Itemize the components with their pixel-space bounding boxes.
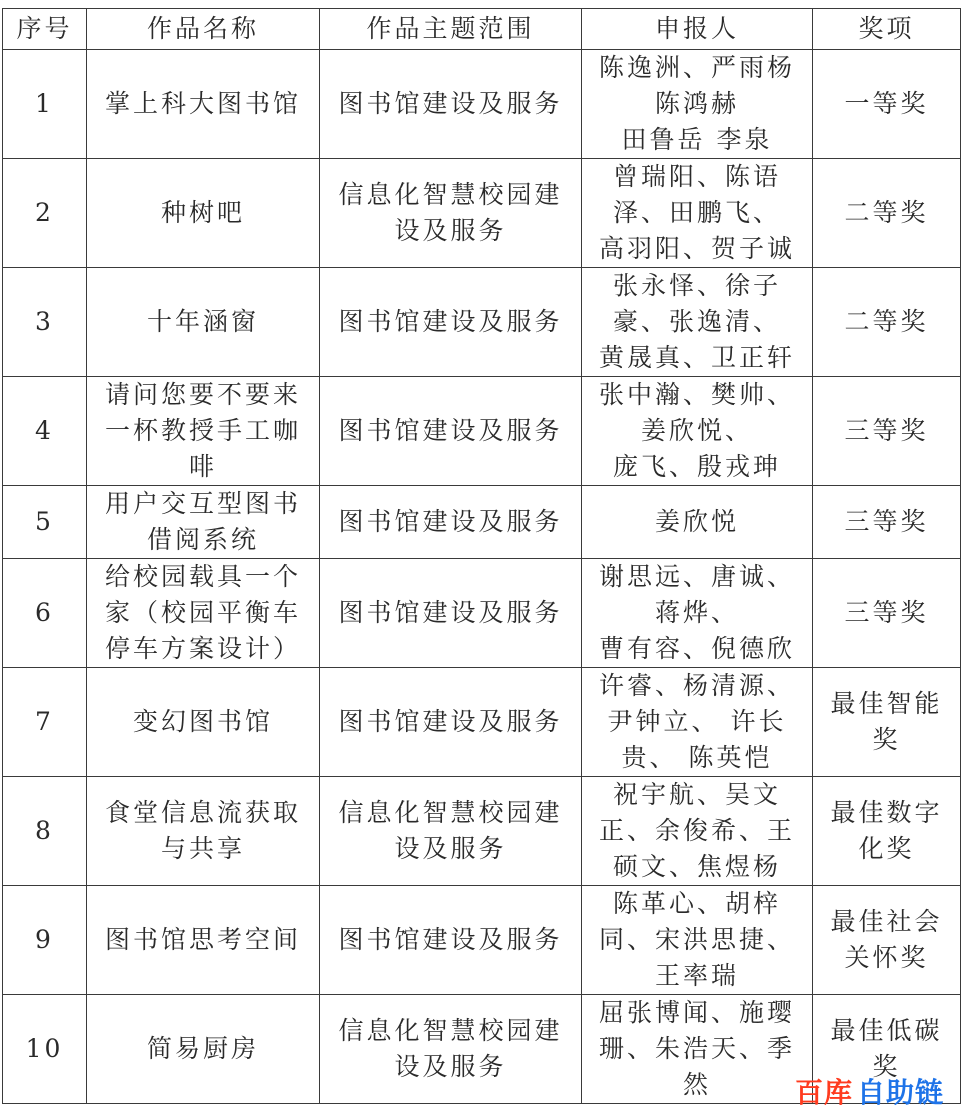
cell-name: [87, 559, 320, 668]
cell-award-line: 三等奖: [844, 507, 929, 536]
table-body: [3, 50, 961, 1104]
cell-name-line: 掌上科大图书馆: [104, 89, 301, 118]
cell-award: [813, 377, 961, 486]
cell-applicant-line: 曾瑞阳、陈语: [612, 162, 781, 191]
cell-theme: [320, 777, 582, 886]
cell-name: [87, 268, 320, 377]
cell-no: 7: [3, 668, 87, 777]
cell-applicant-line: 王率瑞: [654, 961, 739, 990]
cell-theme-line: 图书馆建设及服务: [338, 598, 563, 627]
cell-applicant-line: 祝宇航、吴文: [612, 780, 781, 809]
header-applicant: 申报人: [582, 9, 813, 50]
cell-name-line: 变幻图书馆: [132, 707, 273, 736]
cell-award-line: 一等奖: [844, 89, 929, 118]
header-no: 序号: [3, 9, 87, 50]
cell-name-line: 啡: [188, 452, 217, 481]
table-row: [3, 159, 961, 268]
cell-applicant-line: 豪、张逸清、: [612, 307, 781, 336]
cell-no: 3: [3, 268, 87, 377]
cell-theme-line: 信息化智慧校园建: [338, 798, 563, 827]
cell-name-line: 图书馆思考空间: [104, 925, 301, 954]
cell-applicant-line: 正、余俊希、王: [598, 816, 795, 845]
awards-table: [2, 8, 961, 1104]
cell-theme: [320, 377, 582, 486]
cell-applicant-line: 同、宋洪思捷、: [598, 925, 795, 954]
cell-name-line: 借阅系统: [146, 525, 259, 554]
cell-applicant: [582, 377, 813, 486]
cell-award-line: 关怀奖: [844, 943, 929, 972]
cell-name: [87, 159, 320, 268]
cell-applicant: [582, 486, 813, 559]
cell-award-line: 三等奖: [844, 416, 929, 445]
cell-award: [813, 268, 961, 377]
cell-applicant-line: 庞飞、殷戎珅: [612, 452, 781, 481]
cell-applicant-line: 珊、朱浩天、季: [598, 1034, 795, 1063]
cell-name-line: 家（校园平衡车: [104, 598, 301, 627]
cell-no: 9: [3, 886, 87, 995]
cell-applicant-line: 田鲁岳 李泉: [621, 125, 773, 154]
cell-applicant-line: 陈革心、胡梓: [612, 889, 781, 918]
cell-theme: [320, 50, 582, 159]
cell-award-line: 二等奖: [844, 198, 929, 227]
cell-no: 4: [3, 377, 87, 486]
cell-award-line: 最佳低碳: [830, 1016, 943, 1045]
cell-name-line: 种树吧: [160, 198, 245, 227]
cell-theme: [320, 995, 582, 1104]
cell-theme: [320, 159, 582, 268]
cell-applicant: [582, 886, 813, 995]
cell-theme: [320, 486, 582, 559]
cell-applicant-line: 泽、田鹏飞、: [612, 198, 781, 227]
cell-theme: [320, 268, 582, 377]
cell-name: [87, 995, 320, 1104]
cell-award-line: 奖: [872, 725, 901, 754]
cell-applicant-line: 陈逸洲、严雨杨: [598, 53, 795, 82]
cell-award-line: 化奖: [858, 834, 915, 863]
cell-award: [813, 886, 961, 995]
cell-no: 5: [3, 486, 87, 559]
cell-no: 2: [3, 159, 87, 268]
cell-theme: [320, 668, 582, 777]
cell-applicant-line: 黄晟真、卫正轩: [598, 343, 795, 372]
cell-name-line: 十年涵窗: [146, 307, 259, 336]
cell-name: [87, 50, 320, 159]
cell-name-line: 食堂信息流获取: [104, 798, 301, 827]
cell-applicant: [582, 668, 813, 777]
cell-theme-line: 设及服务: [394, 834, 507, 863]
table-row: [3, 777, 961, 886]
cell-applicant-line: 谢思远、唐诚、: [598, 562, 795, 591]
table-row: [3, 486, 961, 559]
cell-no: 1: [3, 50, 87, 159]
cell-award: [813, 159, 961, 268]
cell-applicant-line: 曹有容、倪德欣: [598, 634, 795, 663]
cell-no: 10: [3, 995, 87, 1104]
cell-applicant-line: 张永怿、徐子: [612, 271, 781, 300]
watermark-text-red: 百库: [794, 1076, 853, 1109]
cell-name: [87, 886, 320, 995]
cell-name-line: 简易厨房: [146, 1034, 259, 1063]
cell-award: [813, 559, 961, 668]
cell-applicant-line: 屈张博闻、施璎: [598, 998, 795, 1027]
cell-applicant-line: 贵、 陈英恺: [621, 743, 773, 772]
table-row: [3, 268, 961, 377]
cell-award: [813, 668, 961, 777]
cell-theme-line: 信息化智慧校园建: [338, 180, 563, 209]
watermark-text-blue: 自助链: [856, 1076, 944, 1109]
cell-theme-line: 图书馆建设及服务: [338, 707, 563, 736]
cell-applicant-line: 许睿、杨清源、: [598, 671, 795, 700]
cell-award-line: 三等奖: [844, 598, 929, 627]
cell-applicant-line: 姜欣悦: [654, 507, 739, 536]
table-row: [3, 50, 961, 159]
cell-theme-line: 图书馆建设及服务: [338, 507, 563, 536]
cell-award: [813, 777, 961, 886]
cell-award-line: 最佳智能: [830, 689, 943, 718]
header-theme: 作品主题范围: [320, 9, 582, 50]
cell-theme-line: 图书馆建设及服务: [338, 925, 563, 954]
cell-award-line: 二等奖: [844, 307, 929, 336]
table-row: [3, 559, 961, 668]
cell-applicant-line: 硕文、焦煜杨: [612, 852, 781, 881]
cell-theme: [320, 559, 582, 668]
cell-name: [87, 377, 320, 486]
cell-applicant: [582, 995, 813, 1104]
cell-applicant-line: 张中瀚、樊帅、: [598, 380, 795, 409]
cell-name: [87, 668, 320, 777]
header-award: 奖项: [813, 9, 961, 50]
cell-theme-line: 图书馆建设及服务: [338, 416, 563, 445]
cell-name-line: 用户交互型图书: [104, 489, 301, 518]
table-row: [3, 886, 961, 995]
cell-award-line: 奖: [872, 1052, 901, 1081]
cell-theme-line: 图书馆建设及服务: [338, 307, 563, 336]
cell-theme-line: 设及服务: [394, 216, 507, 245]
cell-name-line: 请问您要不要来: [104, 380, 301, 409]
cell-applicant: [582, 50, 813, 159]
cell-name: [87, 777, 320, 886]
cell-applicant: [582, 159, 813, 268]
cell-theme: [320, 886, 582, 995]
cell-applicant-line: 姜欣悦、: [640, 416, 753, 445]
cell-award: [813, 486, 961, 559]
cell-theme-line: 信息化智慧校园建: [338, 1016, 563, 1045]
cell-no: 6: [3, 559, 87, 668]
cell-award: [813, 50, 961, 159]
cell-applicant-line: 陈鸿赫: [654, 89, 739, 118]
cell-applicant: [582, 559, 813, 668]
cell-applicant-line: 尹钟立、 许长: [607, 707, 787, 736]
table-row: [3, 377, 961, 486]
cell-applicant: [582, 268, 813, 377]
cell-applicant-line: 高羽阳、贺子诚: [598, 234, 795, 263]
cell-award-line: 最佳数字: [830, 798, 943, 827]
table-row: [3, 668, 961, 777]
cell-name-line: 停车方案设计）: [104, 634, 301, 663]
cell-theme-line: 图书馆建设及服务: [338, 89, 563, 118]
cell-name: [87, 486, 320, 559]
header-row: [3, 9, 961, 50]
cell-applicant-line: 然: [682, 1070, 711, 1099]
cell-name-line: 一杯教授手工咖: [104, 416, 301, 445]
watermark: [795, 1071, 944, 1111]
cell-theme-line: 设及服务: [394, 1052, 507, 1081]
cell-no: 8: [3, 777, 87, 886]
cell-name-line: 给校园载具一个: [104, 562, 301, 591]
header-name: 作品名称: [87, 9, 320, 50]
cell-applicant: [582, 777, 813, 886]
cell-name-line: 与共享: [160, 834, 245, 863]
cell-applicant-line: 蒋烨、: [654, 598, 739, 627]
cell-award-line: 最佳社会: [830, 907, 943, 936]
